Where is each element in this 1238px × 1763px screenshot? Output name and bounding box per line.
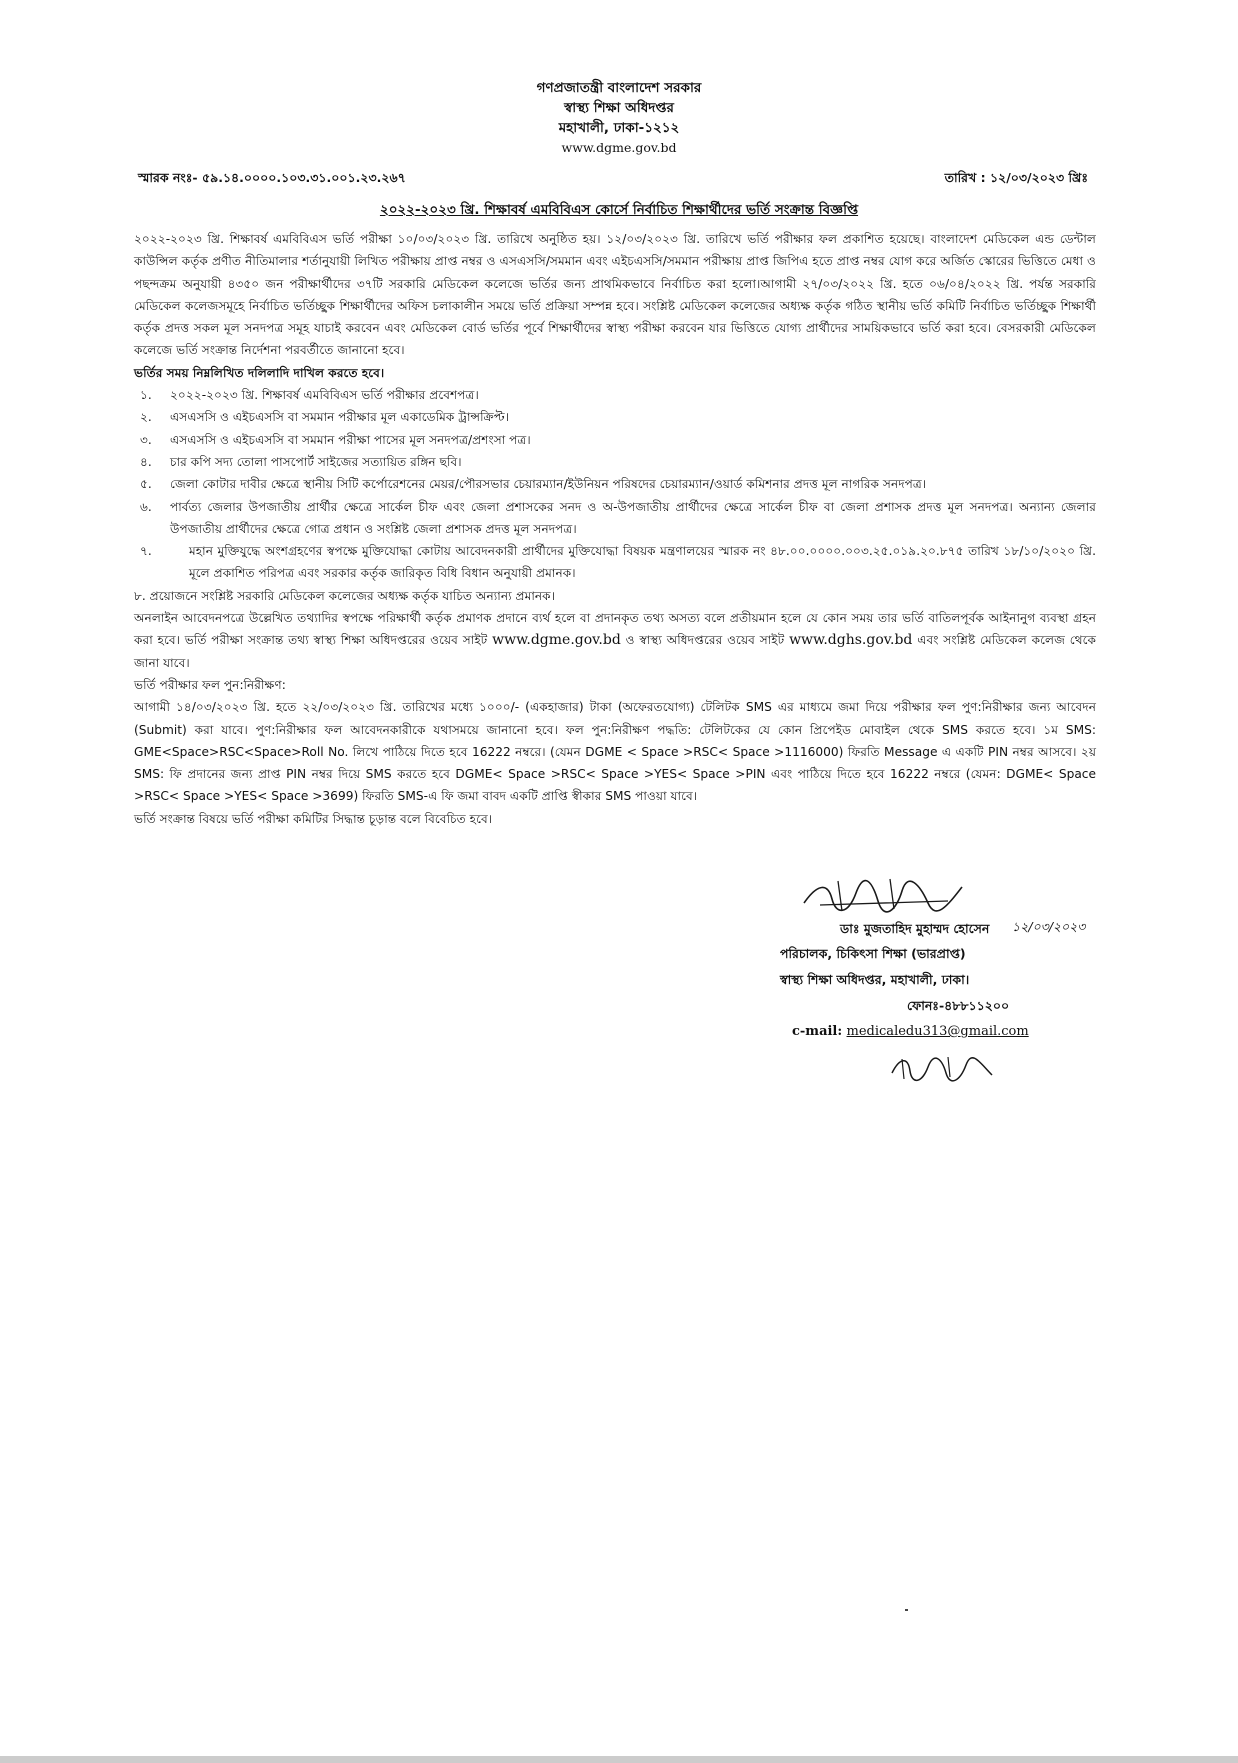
dgme-website-link[interactable]: www.dgme.gov.bd	[492, 632, 621, 649]
scan-bottom-edge	[0, 1756, 1238, 1763]
recheck-heading: ভর্তি পরীক্ষার ফল পুন:নিরীক্ষণ:	[134, 677, 286, 692]
item-number: ৫.	[140, 477, 152, 492]
item-number: ২.	[140, 410, 152, 425]
email-label: c-mail:	[792, 1024, 843, 1039]
notice-title: ২০২২-২০২৩ খ্রি. শিক্ষাবর্ষ এমবিবিএস কোর্সে নির্বাচিত শিক্ষার্থীদের ভর্তি সংক্রান্ত বিজ্ঞপ্তি	[379, 202, 859, 218]
handwritten-signature-icon	[798, 875, 968, 919]
item-text: চার কপি সদ্য তোলা পাসপোর্ট সাইজের সত্যায়িত রঙ্গিন ছবি।	[170, 454, 462, 469]
signatory-designation: পরিচালক, চিকিৎসা শিক্ষা (ভারপ্রাপ্ত)	[780, 946, 966, 961]
letterhead	[0, 78, 1238, 158]
scan-speck	[905, 1609, 908, 1611]
online-note-text: ও স্বাস্থ্য অধিদপ্তরের ওয়েব সাইট	[625, 633, 785, 648]
item-text: এসএসসি ও এইচএসসি বা সমমান পরীক্ষা পাসের মূল সনদপত্র/প্রশংসা পত্র।	[170, 432, 531, 447]
online-note-text: এবং সংশ্লিষ্ট মেডিকেল কলেজ থেকে জানা যাবে।	[134, 633, 1097, 670]
item-number: ৩.	[140, 432, 152, 447]
dghs-website-link[interactable]: www.dghs.gov.bd	[789, 632, 913, 649]
list-item	[134, 429, 1096, 451]
item-number: ৬.	[140, 499, 152, 514]
signatory-phone: ফোনঃ-৪৮৮১১২০০	[907, 998, 1010, 1013]
govt-name: গণপ্রজাতন্ত্রী বাংলাদেশ সরকার	[536, 80, 702, 96]
item-text: মহান মুক্তিযুদ্ধে অংশগ্রহণের স্বপক্ষে মুক্তিযোদ্ধা কোটায় আবেদনকারী প্রার্থীদের মুক্তিযোদ্ধা বিষয়ক মন্ত্রণালয়ের স্মারক নং ৪৮.০০.০০০০.০০৩.২৫.০১৯.২০.৮৭৫ তারিখ ১৮/১০/২০২০ খ্রি. মূলে প্রকাশিত পরিপত্র এবং সরকার কর্তৃক জারিকৃত বিধি বিধান অনুযায়ী প্রমানক।	[189, 544, 1096, 581]
documents-heading: ভর্তির সময় নিম্নলিখিত দলিলাদি দাখিল করতে হবে।	[134, 365, 385, 380]
online-note-text: অনলাইন আবেদনপত্রে উল্লেখিত তথ্যাদির স্বপক্ষে পরিক্ষার্থী কর্তৃক প্রমাণক প্রদানে ব্যর্থ হলে বা প্রদানকৃত তথ্য অসত্য বলে প্রতীয়মান হলে যে কোন সময় তার ভর্তি বাতিলপূর্বক আইনানুগ ব্যবস্থা গ্রহন করা হবে। ভর্তি পরীক্ষা সংক্রান্ত তথ্য স্বাস্থ্য শিক্ষা অধিদপ্তরের ওয়েব সাইট	[134, 611, 1096, 648]
item-number: ৪.	[140, 454, 152, 469]
online-note	[134, 607, 1096, 674]
intro-paragraph: ২০২২-২০২৩ খ্রি. শিক্ষাবর্ষ এমবিবিএস ভর্তি পরীক্ষা ১০/০৩/২০২৩ খ্রি. তারিখে অনুষ্ঠিত হয়। ১২/০৩/২০২৩ খ্রি. তারিখে ভর্তি পরীক্ষার ফল প্রকাশিত হয়েছে। বাংলাদেশ মেডিকেল এন্ড ডেন্টাল কাউন্সিল কর্তৃক প্রণীত নীতিমালার শর্তানুযায়ী লিখিত পরীক্ষায় প্রাপ্ত নম্বর ও এসএসসি/সমমান এবং এইচএসসি/সমমান পরীক্ষায় প্রাপ্ত জিপিএ হতে প্রাপ্ত নম্বর যোগ করে অর্জিত স্কোরের ভিত্তিতে মেধা ও পছন্দক্রম অনুযায়ী ৪৩৫০ জন পরীক্ষার্থীদের ৩৭টি সরকারি মেডিকেল কলেজে ভর্তির জন্য প্রাথমিকভাবে নির্বাচিত করা হলো।আগামী ২৭/০৩/২০২২ খ্রি. হতে ০৬/০৪/২০২২ খ্রি. পর্যন্ত সরকারি মেডিকেল কলেজসমূহে নির্বাচিত ভর্তিচ্ছুক শিক্ষার্থীদের অফিস চলাকালীন সময়ে ভর্তি প্রক্রিয়া সম্পন্ন হবে। সংশ্লিষ্ট মেডিকেল কলেজের অধ্যক্ষ কর্তৃক গঠিত স্থানীয় ভর্তি কমিটি নির্বাচিত ভর্তিচ্ছুক শিক্ষার্থী কর্তৃক প্রদত্ত সকল মূল সনদপত্র সমূহ যাচাই করবেন এবং মেডিকেল বোর্ড ভর্তির পূর্বে শিক্ষার্থীদের স্বাস্থ্য পরীক্ষা করবেন যার ভিত্তিতে যোগ্য প্রার্থীদের সাময়িকভাবে ভর্তি করা হবে। বেসরকারী মেডিকেল কলেজে ভর্তি সংক্রান্ত নির্দেশনা পরবর্তীতে জানানো হবে।	[134, 232, 1096, 358]
signatory-name: ডাঃ মুজতাহিদ মুহাম্মদ হোসেন	[840, 921, 990, 936]
signatory-office: স্বাস্থ্য শিক্ষা অধিদপ্তর, মহাখালী, ঢাকা।	[780, 972, 970, 987]
signatory-email-row	[792, 1023, 1029, 1039]
final-note: ভর্তি সংক্রান্ত বিষয়ে ভর্তি পরীক্ষা কমিটির সিদ্ধান্ত চূড়ান্ত বলে বিবেচিত হবে।	[134, 811, 493, 826]
list-item	[134, 540, 1096, 585]
memo-number: স্মারক নংঃ- ৫৯.১৪.০০০০.১০৩.৩১.০০১.২৩.২৬৭	[138, 170, 406, 185]
memo-date: তারিখ : ১২/০৩/২০২৩ খ্রিঃ	[944, 170, 1088, 185]
recheck-paragraph: আগামী ১৪/০৩/২০২৩ খ্রি. হতে ২২/০৩/২০২৩ খ্রি. তারিখের মধ্যে ১০০০/- (একহাজার) টাকা (অফেরতযোগ্য) টেলিটক SMS এর মাধ্যমে জমা দিয়ে পরীক্ষার ফল পুণ:নিরীক্ষার জন্য আবেদন (Submit) করা যাবে। পুণ:নিরীক্ষার ফল আবেদনকারীকে যথাসময়ে জানানো হবে। ফল পুন:নিরীক্ষণ পদ্ধতি: টেলিটকের যে কোন প্রিপেইড মোবাইল থেকে SMS করতে হবে। ১ম SMS: GME<Space>RSC<Space>Roll No. লিখে পাঠিয়ে দিতে হবে 16222 নম্বরে। (যেমন DGME < Space >RSC< Space >1116000) ফিরতি Message এ একটি PIN নম্বর আসবে। ২য় SMS: ফি প্রদানের জন্য প্রাপ্ত PIN নম্বর দিয়ে SMS করতে হবে DGME< Space >RSC< Space >YES< Space >PIN এবং পাঠিয়ে দিতে হবে 16222 নম্বরে (যেমন: DGME< Space >RSC< Space >YES< Space >3699) ফিরতি SMS-এ ফি জমা বাবদ একটি প্রাপ্তি স্বীকার SMS পাওয়া যাবে।	[134, 700, 1096, 804]
office-address: মহাখালী, ঢাকা-১২১২	[558, 120, 680, 136]
list-item	[134, 451, 1096, 473]
list-item	[134, 406, 1096, 428]
email-link[interactable]: medicaledu313@gmail.com	[846, 1024, 1029, 1039]
item-number: ১.	[140, 388, 152, 403]
list-item	[134, 473, 1096, 495]
list-item	[134, 384, 1096, 406]
item-text: এসএসসি ও এইচএসসি বা সমমান পরীক্ষার মূল একাডেমিক ট্রান্সক্রিপ্ট।	[170, 410, 510, 425]
documents-list	[134, 384, 1096, 585]
notice-body	[134, 228, 1096, 830]
item-text: পার্বত্য জেলার উপজাতীয় প্রার্থীর ক্ষেত্রে সার্কেল চীফ এবং জেলা প্রশাসকের সনদ ও অ-উপজাতীয় প্রার্থীদের ক্ষেত্রে সার্কেল চীফ বা জেলা প্রশাসক প্রদত্ত মূল সনদপত্র। অন্যান্য জেলার উপজাতীয় প্রার্থীদের ক্ষেত্রে গোত্র প্রধান ও সংশ্লিষ্ট জেলা প্রশাসক প্রদত্ত মূল সনদপত্র।	[170, 499, 1096, 536]
item-text: ২০২২-২০২৩ খ্রি. শিক্ষাবর্ষ এমবিবিএস ভর্তি পরীক্ষার প্রবেশপত্র।	[170, 388, 479, 403]
directorate-name: স্বাস্থ্য শিক্ষা অধিদপ্তর	[564, 100, 674, 116]
website-link[interactable]: www.dgme.gov.bd	[561, 140, 677, 155]
document-item-8: ৮. প্রয়োজনে সংশ্লিষ্ট সরকারি মেডিকেল কলেজের অধ্যক্ষ কর্তৃক যাচিত অন্যান্য প্রমানক।	[134, 588, 556, 603]
list-item	[134, 496, 1096, 541]
item-text: জেলা কোটার দাবীর ক্ষেত্রে স্থানীয় সিটি কর্পোরেশনের মেয়র/পৌরসভার চেয়ারম্যান/ইউনিয়ন পরিষদের চেয়ারম্যান/ওয়ার্ড কমিশনার প্রদত্ত মূল নাগরিক সনদপত্র।	[170, 477, 927, 492]
initials-signature-icon	[888, 1053, 998, 1087]
memo-row	[138, 170, 1088, 190]
item-number: ৭.	[140, 544, 152, 559]
signature-date: ১২/০৩/২০২৩	[1012, 919, 1086, 934]
